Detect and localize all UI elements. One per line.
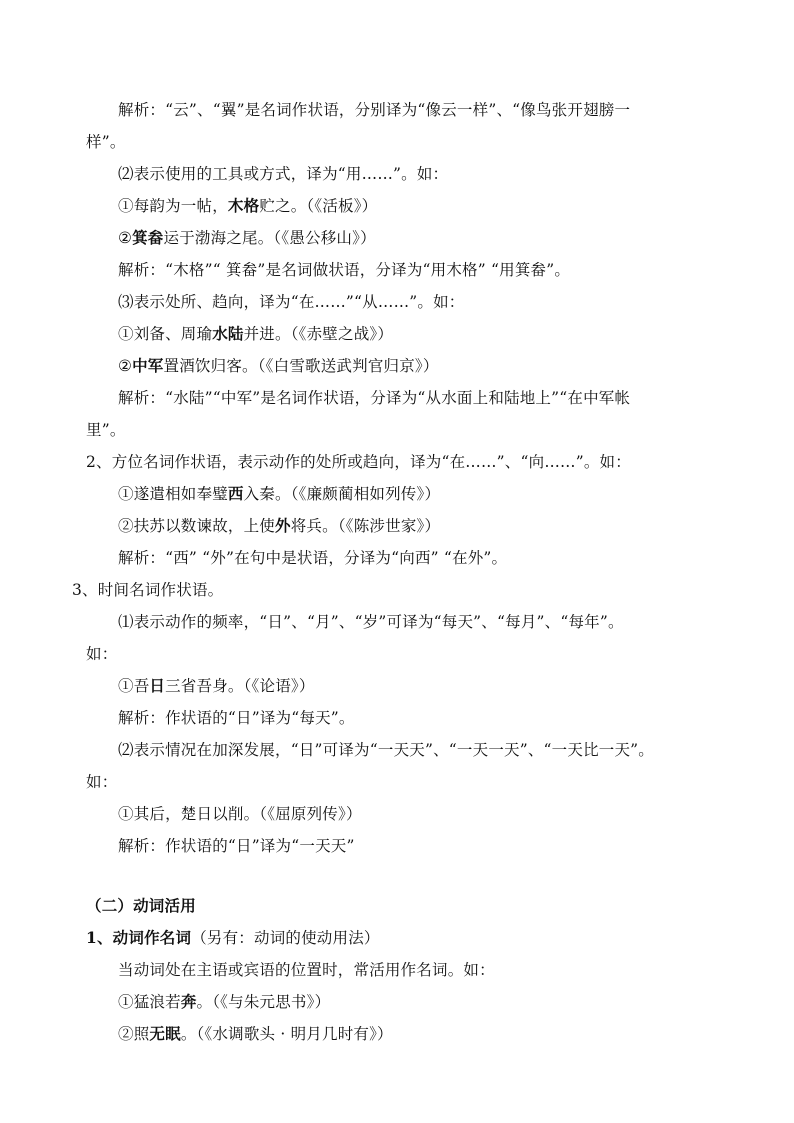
example-source: 。（《与朱元思书》） bbox=[196, 993, 331, 1011]
point-2-direction-noun: 2、方位名词作状语，表示动作的处所或趋向，译为“在……”、“向……”。如： bbox=[86, 453, 631, 471]
example-zhuyuansi bbox=[118, 992, 330, 1012]
example-source: 。（《水调歌头 · 明月几时有》） bbox=[180, 1025, 393, 1043]
example-chensheng bbox=[118, 516, 440, 536]
example-text: ② bbox=[118, 357, 133, 375]
bold-keyword: 奔 bbox=[180, 992, 197, 1011]
analysis-line-cloud-wing: 解析：“云”、“翼”是名词作状语，分别译为“像云一样”、“像鸟张开翅膀一 bbox=[118, 101, 631, 119]
point-3-time-noun: 3、时间名词作状语。 bbox=[72, 581, 224, 599]
bold-keyword: 日 bbox=[149, 676, 166, 695]
subpoint-continued: 如： bbox=[86, 773, 118, 791]
example-quyuan: ①其后，楚日以削。（《屈原列传》） bbox=[118, 805, 362, 823]
subpoint-tool-manner: ⑵表示使用的工具或方式，译为“用……”。如： bbox=[118, 165, 449, 183]
example-text: ②扶苏以数谏故，上使 bbox=[118, 517, 276, 535]
bold-keyword: 1、动词作名词 bbox=[86, 928, 192, 947]
analysis-line-continued: 里”。 bbox=[86, 421, 126, 439]
subpoint-place-direction: ⑶表示处所、趋向，译为“在……”“从……”。如： bbox=[118, 293, 465, 311]
bold-keyword: 木格 bbox=[227, 196, 260, 215]
example-source: 入秦。（《廉颇蔺相如列传》） bbox=[243, 485, 441, 503]
example-shuidiaogetou bbox=[118, 1024, 393, 1044]
example-text: ①遂遣相如奉璧 bbox=[118, 485, 228, 503]
analysis-line-shuilu: 解析：“水陆”“中军”是名词作状语，分译为“从水面上和陆地上”“在中军帐 bbox=[118, 389, 631, 407]
analysis-line-xi-wai: 解析：“西” “外”在句中是状语，分译为“向西” “在外”。 bbox=[118, 549, 508, 567]
bold-keyword: 中军 bbox=[132, 356, 164, 375]
example-text: ①每韵为一帖， bbox=[118, 197, 228, 215]
example-text: ② bbox=[118, 229, 133, 247]
analysis-line-ri-meitian: 解析：作状语的“日”译为“每天”。 bbox=[118, 709, 355, 727]
point-1-verb-as-noun bbox=[86, 928, 380, 948]
bold-keyword: 水陆 bbox=[212, 324, 244, 343]
bold-keyword: 箕畚 bbox=[132, 228, 164, 247]
bold-keyword: 西 bbox=[227, 484, 244, 503]
example-yugong bbox=[118, 228, 376, 248]
explanation-verb-as-noun: 当动词处在主语或宾语的位置时，常活用作名词。如： bbox=[118, 961, 495, 979]
subpoint-continued: 如： bbox=[86, 645, 118, 663]
example-huoban bbox=[118, 196, 377, 216]
example-text: ①猛浪若 bbox=[118, 993, 181, 1011]
analysis-line-muge: 解析：“木格”“ 箕畚”是名词做状语，分译为“用木格” “用箕畚”。 bbox=[118, 261, 571, 279]
example-source: 置酒饮归客。（《白雪歌送武判官归京》） bbox=[163, 357, 439, 375]
example-source: 将兵。（《陈涉世家》） bbox=[290, 517, 441, 535]
bold-keyword: 无眠 bbox=[149, 1024, 181, 1043]
example-source: 运于渤海之尾。（《愚公移山》） bbox=[163, 229, 376, 247]
section-heading-verb-usage: （二）动词活用 bbox=[86, 896, 196, 915]
analysis-line-continued: 样”。 bbox=[86, 133, 126, 151]
analysis-line-ri-yitiantian: 解析：作状语的“日”译为“一天天” bbox=[118, 837, 355, 855]
example-text: ②照 bbox=[118, 1025, 150, 1043]
bold-keyword: 外 bbox=[275, 516, 291, 535]
example-source: 三省吾身。（《论语》） bbox=[165, 677, 315, 695]
example-lianpo bbox=[118, 484, 440, 504]
subpoint-frequency: ⑴表示动作的频率，“日”、“月”、“岁”可译为“每天”、“每月”、“每年”。 bbox=[118, 613, 624, 631]
note-text: （另有：动词的使动用法） bbox=[191, 929, 380, 947]
example-text: ①刘备、周瑜 bbox=[118, 325, 213, 343]
example-source: 并进。（《赤壁之战》） bbox=[243, 325, 394, 343]
example-chibi bbox=[118, 324, 393, 344]
example-text: ①吾 bbox=[118, 677, 150, 695]
example-lunyu bbox=[118, 676, 315, 696]
example-source: 贮之。（《活板》） bbox=[259, 197, 378, 215]
example-baixuege bbox=[118, 356, 439, 376]
subpoint-deepening: ⑵表示情况在加深发展，“日”可译为“一天天”、“一天一天”、“一天比一天”。 bbox=[118, 741, 654, 759]
